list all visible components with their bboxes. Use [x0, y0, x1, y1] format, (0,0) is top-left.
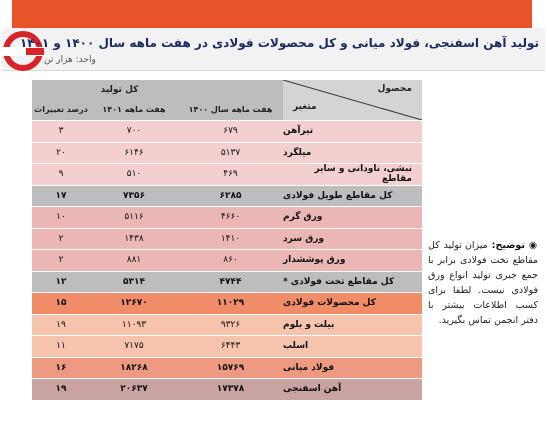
cell-value-1400: ۱۵۷۶۹ [216, 362, 245, 373]
cell-product-name: تیرآهن [283, 126, 314, 137]
cell-value-1400: ۱۱۰۲۹ [216, 298, 245, 309]
cell-product-name: فولاد میانی [283, 362, 335, 373]
table-row [32, 292, 422, 314]
cell-change-percent: ۱۹ [56, 319, 66, 330]
table-row [32, 357, 422, 379]
cell-product-name: ورق گرم [283, 212, 323, 223]
header-product-label: محصول [377, 84, 412, 94]
cell-product-name: آهن اسفنجی [283, 384, 342, 395]
cell-change-percent: ۲ [58, 233, 64, 244]
table-row [32, 163, 422, 185]
header-total-production: کل تولید [100, 85, 139, 95]
cell-change-percent: ۲ [58, 255, 64, 266]
production-table [32, 80, 422, 400]
footnote [428, 238, 538, 328]
cell-value-1400: ۴۶۹ [223, 169, 238, 180]
header-diagonal-cell [283, 80, 422, 120]
table-row [32, 142, 422, 164]
cell-product-name: بیلت و بلوم [283, 319, 335, 330]
header-1400: هفت ماهه سال ۱۴۰۰ [188, 105, 273, 114]
cell-change-percent: ۳ [58, 126, 64, 137]
cell-change-percent: ۹ [58, 169, 64, 180]
cell-value-1401: ۱۲۶۷۰ [120, 298, 148, 309]
cell-value-1401: ۱۱۰۹۳ [121, 319, 147, 330]
cell-change-percent: ۲۰ [56, 147, 66, 158]
cell-value-1400: ۸۶۰ [223, 255, 238, 266]
unit-label: واحد: هزار تن [44, 55, 96, 65]
table-row [32, 228, 422, 250]
cell-value-1400: ۱۷۳۷۸ [216, 384, 245, 395]
table-body [32, 120, 422, 400]
cell-product-name: کل مقاطع تخت فولادی * [283, 276, 395, 287]
cell-product-name: کل محصولات فولادی [283, 298, 376, 309]
cell-value-1400: ۴۷۴۴ [219, 276, 242, 287]
cell-value-1400: ۹۳۲۶ [220, 319, 241, 330]
table-row [32, 249, 422, 271]
cell-product-name: کل مقاطع طویل فولادی [283, 190, 393, 201]
cell-value-1401: ۱۸۲۶۸ [120, 362, 148, 373]
cell-change-percent: ۱۹ [55, 384, 67, 395]
table-header [32, 80, 422, 120]
table-row [32, 335, 422, 357]
table-row [32, 314, 422, 336]
header-change-percent: درصد تغییرات [34, 105, 88, 114]
cell-change-percent: ۱۵ [55, 298, 67, 309]
cell-value-1400: ۶۲۸۵ [219, 190, 242, 201]
header-variable-label: متغیر [293, 102, 317, 112]
cell-value-1400: ۶۴۴۳ [220, 341, 241, 352]
cell-value-1400: ۴۶۶۰ [220, 212, 241, 223]
cell-value-1401: ۷۱۷۵ [124, 341, 144, 352]
cell-product-name: نبشی، ناودانی و سایر مقاطع [314, 164, 412, 185]
cell-value-1401: ۱۴۳۸ [124, 233, 144, 244]
cell-change-percent: ۱۲ [55, 276, 67, 287]
cell-value-1400: ۱۴۱۰ [220, 233, 241, 244]
note-bullet-icon: ◉ [528, 240, 538, 251]
cell-value-1401: ۸۸۱ [126, 255, 142, 266]
cell-product-name: ورق پوششدار [283, 255, 346, 266]
cell-value-1401: ۷۰۰ [126, 126, 142, 137]
cell-value-1400: ۵۱۳۷ [220, 147, 241, 158]
cell-change-percent: ۱۱ [56, 341, 66, 352]
cell-value-1401: ۷۳۵۶ [123, 190, 145, 201]
cell-product-name: میلگرد [283, 147, 312, 158]
cell-change-percent: ۱۰ [56, 212, 66, 223]
page-title: تولید آهن اسفنجی، فولاد میانی و کل محصولات فولادی در هفت ماهه سال ۱۴۰۰ و ۱۴۰۱ [19, 36, 539, 50]
note-text: میزان تولید کل مقاطع تخت فولادی برابر با جمع جبری تولید انواع ورق فولادی نیست. لطفا برای کسب اطلاعات بیشتر با دفتر انجمن تماس بگیرید. [428, 240, 538, 326]
cell-product-name: اسلب [283, 341, 309, 352]
table-row [32, 378, 422, 400]
table-row [32, 271, 422, 293]
header-1401: هفت ماهه ۱۴۰۱ [102, 105, 166, 114]
note-label: توضیح: [491, 240, 525, 251]
table-row [32, 206, 422, 228]
table-row [32, 120, 422, 142]
cell-value-1401: ۵۱۰ [126, 169, 142, 180]
cell-value-1401: ۵۳۱۴ [123, 276, 145, 287]
cell-value-1400: ۶۷۹ [223, 126, 238, 137]
cell-product-name: ورق سرد [283, 233, 325, 244]
cell-change-percent: ۱۶ [55, 362, 67, 373]
top-accent-bar [12, 0, 532, 28]
cell-value-1401: ۶۱۴۶ [124, 147, 144, 158]
cell-value-1401: ۵۱۱۶ [124, 212, 144, 223]
cell-change-percent: ۱۷ [55, 190, 67, 201]
cell-value-1401: ۲۰۶۳۷ [120, 384, 148, 395]
table-row [32, 185, 422, 207]
